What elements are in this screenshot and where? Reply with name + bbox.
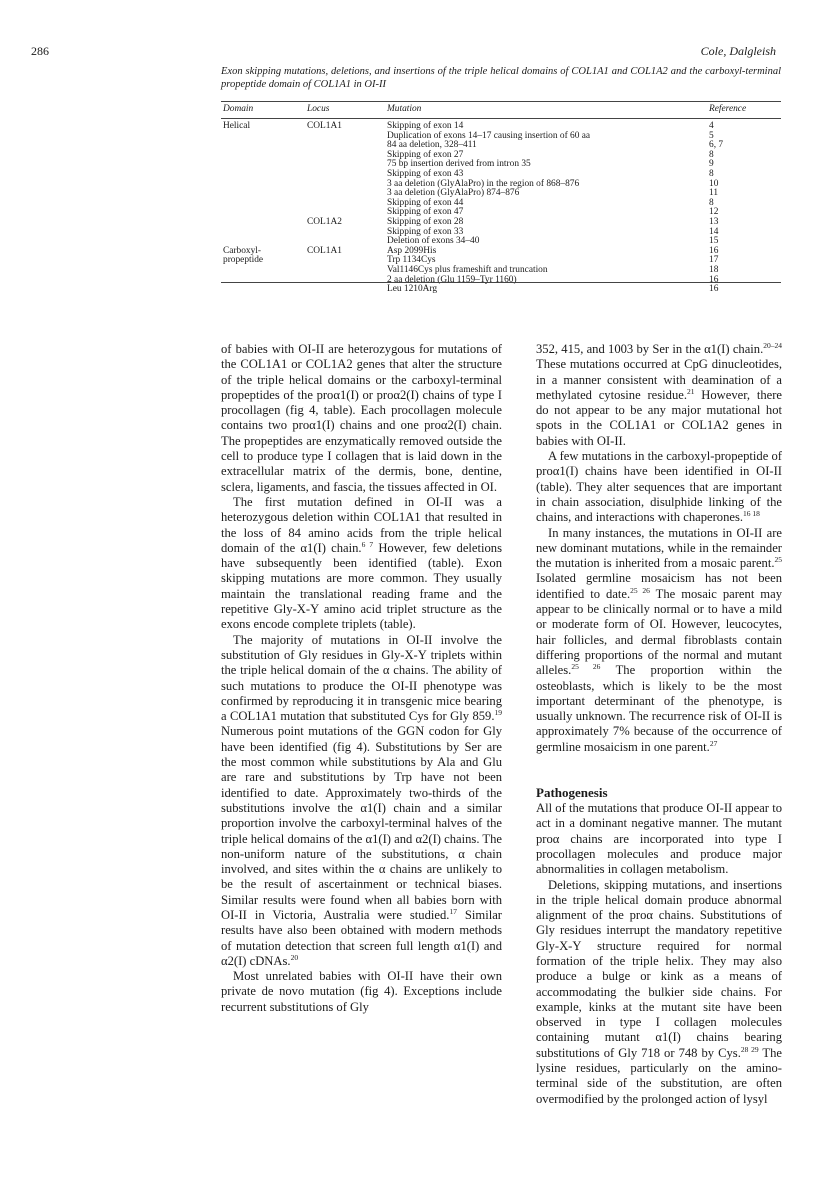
header-domain: Domain: [223, 104, 254, 114]
citation: 20–24: [763, 341, 782, 350]
cell-locus: COL1A1: [307, 245, 342, 256]
citation: 25 26: [571, 662, 601, 672]
cell-reference: 6, 7: [709, 140, 724, 151]
cell-reference: 11: [709, 188, 719, 199]
cell-mutation: Skipping of exon 44: [387, 197, 464, 208]
citation: 28 29: [740, 1044, 759, 1054]
cell-domain: propeptide: [223, 255, 264, 266]
cell-mutation: Skipping of exon 47: [387, 207, 464, 218]
table-row: [221, 122, 781, 131]
table-row: [221, 247, 781, 256]
cell-domain: Helical: [223, 121, 251, 131]
table-row: [221, 199, 781, 208]
table-row: [221, 160, 781, 169]
cell-mutation: 3 aa deletion (GlyAlaPro) 874–876: [387, 188, 520, 199]
table-row: [221, 170, 781, 179]
cell-reference: 9: [709, 159, 714, 170]
paragraph: of babies with OI-II are heterozygous for mutations of the COL1A1 or COL1A2 genes that alter the structure of the triple helical domains or the carboxyl-terminal propeptides of the proα1(I) or proα2(I) chains of type I procollagen (fig 4, table). Each procollagen molecule contains two proα1(I) chains and one proα2(I) chain. The propeptides are enzymatically removed outside the cell to produce type I collagen that is laid down in the extracellular matrix of the dermis, bone, dentine, sclera, ligaments, and fascia, the tissues affected in OI.: [221, 342, 502, 494]
cell-locus: COL1A1: [307, 121, 342, 131]
table-row: [221, 285, 781, 294]
table-row: [221, 237, 781, 246]
cell-mutation: Skipping of exon 43: [387, 169, 464, 179]
citation: 27: [709, 738, 718, 748]
paragraph: All of the mutations that produce OI-II appear to act in a dominant negative manner. The mutant proα chains are incorporated into type I procollagen molecules and produce major abnormalities in collagen metabolism.: [536, 801, 782, 877]
cell-mutation: Duplication of exons 14–17 causing insertion of 60 aa: [387, 130, 591, 141]
citation: 16 18: [743, 509, 760, 519]
cell-reference: 14: [709, 226, 719, 237]
table-row: [221, 189, 781, 198]
table-bottom-rule: [221, 282, 781, 283]
table-row: [221, 218, 781, 227]
mutation-table: [221, 101, 781, 299]
cell-mutation: Asp 2099His: [387, 245, 437, 256]
paragraph: The first mutation defined in OI-II was a heterozygous deletion within COL1A1 that resulted in the loss of 84 amino acids from the triple helical domain of the α1(I) chain.$^{6 7}$ However, few deletions have subsequently been identified (table). Exon skipping mutations are more common. They usually maintain the translational reading frame and the repetitive Gly-X-Y amino acid triplet structure as the exons encode complete triplets (table).: [221, 494, 502, 632]
cell-mutation: Deletion of exons 34–40: [387, 236, 480, 247]
paragraph: A few mutations in the carboxyl-propeptide of proα1(I) chains have been identified in OI-II (table). They alter sequences that are important in chain association, disulphide linking of the chains, and interactions with chaperones.$^{16 18}$: [536, 449, 782, 525]
cell-reference: 16: [709, 284, 719, 295]
cell-mutation: Leu 1210Arg: [387, 284, 438, 295]
citation: 20: [290, 952, 299, 962]
table-row: [221, 276, 781, 285]
cell-mutation: Skipping of exon 27: [387, 149, 464, 160]
cell-mutation: Val1146Cys plus frameshift and truncation: [387, 265, 548, 275]
table-body: [221, 119, 781, 299]
cell-mutation: 3 aa deletion (GlyAlaPro) in the region of 868–876: [387, 178, 580, 189]
table-caption: Exon skipping mutations, deletions, and insertions of the triple helical domains of COL1A1 and COL1A2 and the carboxyl-terminal propeptide domain of COL1A1 in OI-II: [221, 66, 781, 90]
cell-mutation: Skipping of exon 33: [387, 226, 464, 237]
cell-reference: 8: [709, 197, 714, 208]
citation: 17: [449, 906, 457, 916]
paragraph: The majority of mutations in OI-II involve the substitution of Gly residues in Gly-X-Y triplets within the triple helical domain of the α chains. The ability of such mutations to produce the OI-II phenotype was confirmed by reproducing it in transgenic mice bearing a COL1A1 mutation that substituted Cys for Gly 859.19 Numerous point mutations of the GGN codon for Gly have been identified (fig 4). Substitutions by Ser are the most common while substitutions by Ala and Glu are rare and substitutions by Trp have not been identified to date. Approximately two-thirds of the substitutions involve the α1(I) chain and a similar proportion involve the carboxyl-terminal halves of the triple helical domains of the α1(I) and α2(I) chains. The non-uniform nature of the substitutions, α chain involved, and sites within the α chains are unlikely to be the result of ascertainment or technical biases. Similar results were found when all babies born with OI-II in Victoria, Australia were studied.$^{17}$ Similar results have also been obtained with modern methods of mutation detection that screen full length α1(I) and α2(I) cDNAs.$^{20}$: [221, 632, 502, 968]
citation: 19: [494, 708, 502, 718]
cell-mutation: Skipping of exon 28: [387, 217, 464, 227]
citation: 6 7: [361, 539, 374, 549]
page-number: 286: [31, 44, 49, 58]
citation: 21: [686, 386, 695, 396]
paragraph: Most unrelated babies with OI-II have their own private de novo mutation (fig 4). Exceptions include recurrent substitutions of Gly: [221, 969, 502, 1014]
running-authors: Cole, Dalgleish: [700, 44, 776, 58]
cell-reference: 5: [709, 130, 714, 141]
cell-reference: 8: [709, 169, 714, 179]
citation: 25 26: [630, 585, 650, 595]
cell-reference: 8: [709, 149, 714, 160]
cell-reference: 18: [709, 265, 719, 275]
header-mutation: Mutation: [387, 104, 422, 114]
cell-reference: 12: [709, 207, 719, 218]
cell-reference: 17: [709, 255, 719, 266]
cell-mutation: Trp 1134Cys: [387, 255, 436, 266]
cell-mutation: 75 bp insertion derived from intron 35: [387, 159, 531, 170]
header-locus: Locus: [307, 104, 330, 114]
right-column: [536, 342, 782, 1107]
cell-reference: 10: [709, 178, 719, 189]
cell-locus: COL1A2: [307, 217, 342, 227]
table-header-row: [221, 102, 781, 118]
cell-domain: Carboxyl-: [223, 245, 262, 256]
section-heading: Pathogenesis: [536, 785, 608, 801]
cell-mutation: 84 aa deletion, 328–411: [387, 140, 477, 151]
table-row: [221, 132, 781, 141]
table-row: [221, 208, 781, 217]
left-column: [221, 342, 502, 1015]
page-header: [0, 44, 816, 64]
cell-reference: 13: [709, 217, 719, 227]
table-row: [221, 228, 781, 237]
table-row: [221, 266, 781, 275]
table-row: [221, 141, 781, 150]
paragraph: In many instances, the mutations in OI-II are new dominant mutations, while in the remainder the mutation is inherited from a mosaic parent.$^{25}$ Isolated germline mosaicism has not been identified to date.$^{25 26}$ The mosaic parent may appear to be clinically normal or to have a mild or moderate form of OI. However, leucocytes, hair follicles, and dermal fibroblasts contain differing proportions of the normal and mutant alleles.$^{25 26}$ The proportion within the osteoblasts, which is likely to be the most important determinant of the phenotype, is usually unknown. The recurrence risk of OI-II is approximately 7% because of the occurrence of germline mosaicism in one parent.$^{27}$: [536, 525, 783, 754]
paragraph: 352, 415, and 1003 by Ser in the α1(I) chain.$^{20-24}$ These mutations occurred at CpG dinucleotides, in a manner consistent with deamination of a methylated cytosine residue.$^{21}$ However, there do not appear to be any major mutational hot spots in the COL1A1 or COL1A2 genes in babies with OI-II.: [536, 341, 782, 448]
cell-mutation: 2 aa deletion (Glu 1159–Tyr 1160): [387, 274, 517, 285]
cell-reference: 16: [709, 274, 719, 285]
cell-reference: 4: [709, 121, 714, 131]
paragraph: Deletions, skipping mutations, and insertions in the triple helical domain produce abnormal alignment of the proα chains. Substitutions of Gly residues interrupt the mandatory repetitive Gly-X-Y structure required for normal formation of the triple helix. They may also produce a bulge or kink as a means of accommodating the bulkier side chains. For example, kinks at the mutant site have been observed in type I collagen molecules containing mutant α1(I) chains bearing substitutions of Gly 718 or 748 by Cys.$^{28 29}$ The lysine residues, particularly on the amino-terminal side of the substitution, are often overmodified by the prolonged action of lysyl: [536, 877, 783, 1106]
cell-reference: 16: [709, 245, 719, 256]
cell-reference: 15: [709, 236, 719, 247]
citation: 25: [774, 555, 782, 565]
header-reference: Reference: [709, 104, 747, 114]
cell-mutation: Skipping of exon 14: [387, 121, 464, 131]
